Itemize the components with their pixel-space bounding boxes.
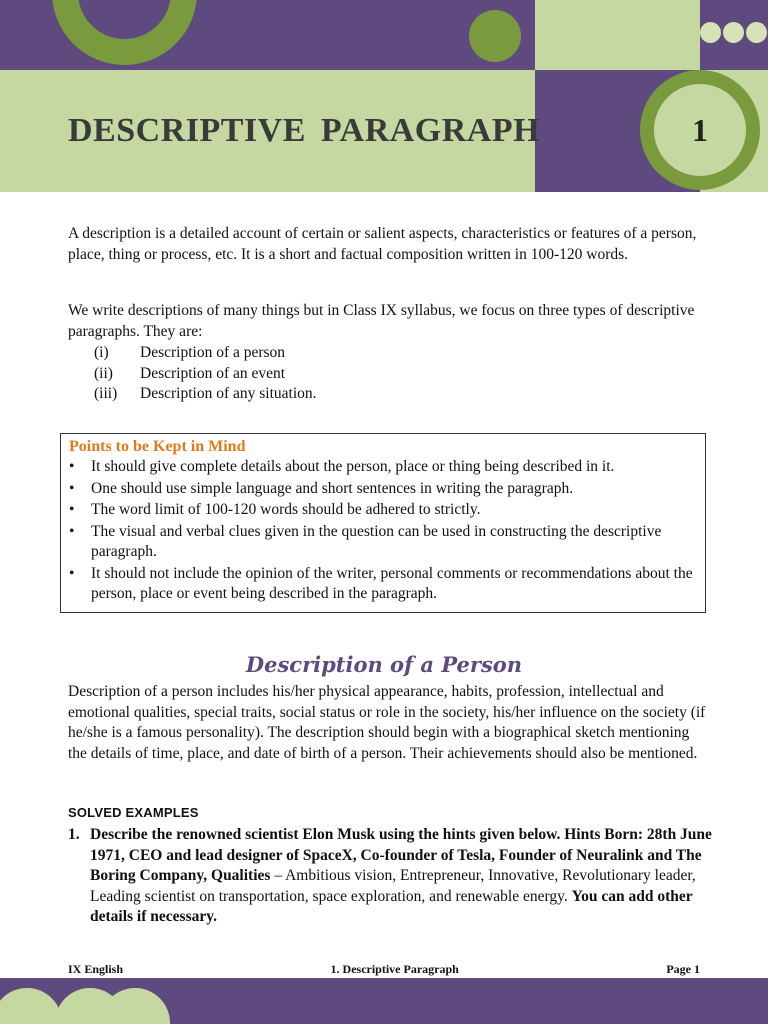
header-green-block xyxy=(535,0,700,70)
page-title: DESCRIPTIVE PARAGRAPH xyxy=(68,112,541,149)
list-item: (iii) Description of any situation. xyxy=(94,385,317,402)
list-item: • It should not include the opinion of the writer, personal comments or recommendations about the person, place or event being described in the paragraph. xyxy=(69,564,697,605)
footer-band xyxy=(0,978,768,1024)
page-header xyxy=(0,0,768,192)
bullet-icon: • xyxy=(69,501,75,518)
list-item: • One should use simple language and short sentences in writing the paragraph. xyxy=(69,479,697,500)
decorative-dot xyxy=(469,10,521,62)
example-number: 1. xyxy=(68,826,80,843)
intro-paragraph-2: We write descriptions of many things but in Class IX syllabus, we focus on three types of descriptive paragraphs. They are: xyxy=(68,302,695,340)
bullet-icon: • xyxy=(69,458,75,475)
bullet-icon: • xyxy=(69,564,75,582)
solved-examples-label: SOLVED EXAMPLES xyxy=(68,805,199,820)
footer-left: IX English xyxy=(68,962,124,976)
decorative-circle xyxy=(0,988,62,1024)
intro-paragraph-1: A description is a detailed account of certain or salient aspects, characteristics or features of a person, place, thing or process, etc. It is a short and factual composition written in 100-120 words. xyxy=(68,225,697,263)
decorative-circle xyxy=(100,988,170,1024)
points-heading: Points to be Kept in Mind xyxy=(69,438,246,455)
chapter-number: 1 xyxy=(692,111,708,148)
decorative-dots xyxy=(700,22,767,43)
list-item: • The visual and verbal clues given in the question can be used in constructing the descriptive paragraph. xyxy=(69,522,697,563)
footer-page-number: Page 1 xyxy=(666,962,700,976)
list-item: • It should give complete details about the person, place or thing being described in it. xyxy=(69,457,697,478)
solved-example-1 xyxy=(68,825,718,928)
chapter-number-badge xyxy=(640,70,760,190)
page-footer xyxy=(68,962,700,977)
points-box xyxy=(60,433,706,613)
bullet-icon: • xyxy=(69,479,75,497)
list-item: (ii) Description of an event xyxy=(94,364,286,382)
section-title: Description of a Person xyxy=(245,652,523,677)
points-list xyxy=(69,457,697,605)
list-item: (i) Description of a person xyxy=(94,344,286,361)
section-body: Description of a person includes his/her physical appearance, habits, profession, intellectual and emotional qualities, special traits, social status or role in the society, his/her influence on the society (if he/she is a famous personality). The description should begin with a biographical sketch mentioning the details of time, place, and date of birth of a person. Their achievements should also be mentioned. xyxy=(68,683,706,762)
footer-center: 1. Descriptive Paragraph xyxy=(330,962,459,976)
bullet-icon: • xyxy=(69,522,75,540)
list-item: • The word limit of 100-120 words should be adhered to strictly. xyxy=(69,500,697,521)
description-types-list xyxy=(94,343,317,405)
example-text: Describe the renowned scientist Elon Musk using the hints given below. Hints Born: 28th June 1971, CEO and lead designer of SpaceX, Co-founder of Tesla, Founder of Neuralink and The Boring Company, Qualities – Ambitious vision, Entrepreneur, Innovative, Revolutionary leader, Leading scientist on transportation, space exploration, and renewable energy. You can add other details if necessary. xyxy=(90,826,712,925)
